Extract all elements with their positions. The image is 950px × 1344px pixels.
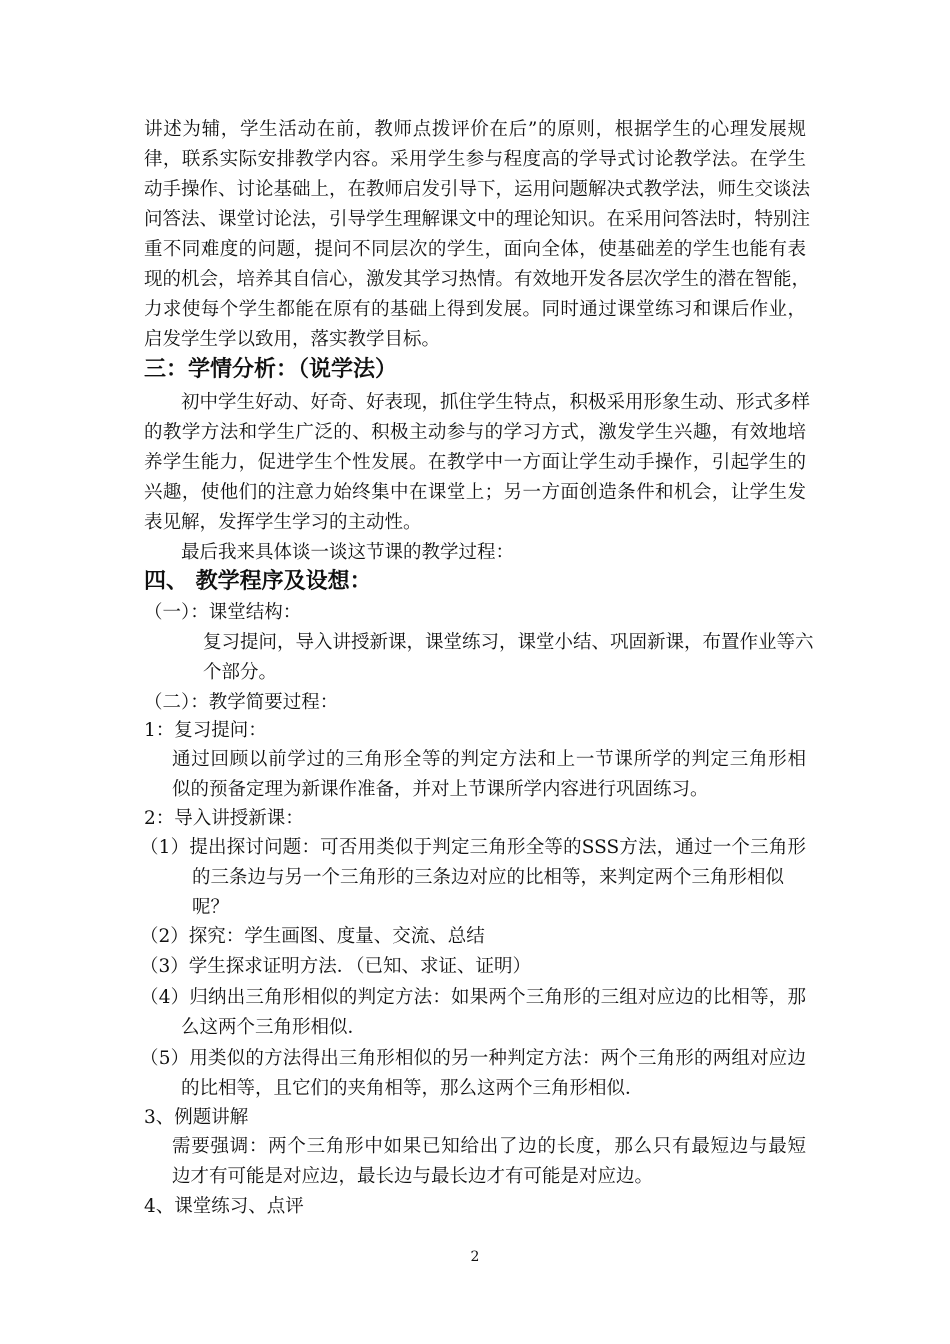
list-item: （2）探究：学生画图、度量、交流、总结 <box>140 926 485 947</box>
list-item-continuation: 的比相等，且它们的夹角相等，那么这两个三角形相似． <box>181 1078 644 1099</box>
list-item-continuation: 么这两个三角形相似． <box>181 1017 367 1038</box>
paragraph-line: 讲述为辅，学生活动在前，教师点拨评价在后”的原则，根据学生的心理发展规 <box>144 119 806 140</box>
list-heading: 2：导入讲授新课： <box>144 808 304 829</box>
subsection-heading: （一）：课堂结构： <box>144 602 302 623</box>
paragraph-line: 似的预备定理为新课作准备，并对上节课所学内容进行巩固练习。 <box>172 779 709 800</box>
paragraph-line: 启发学生学以致用，落实教学目标。 <box>144 329 441 350</box>
paragraph-line: 动手操作、讨论基础上，在教师启发引导下，运用问题解决式教学法，师生交谈法 <box>144 179 811 200</box>
paragraph-line: 力求使每个学生都能在原有的基础上得到发展。同时通过课堂练习和课后作业， <box>144 299 806 320</box>
list-item: （4）归纳出三角形相似的判定方法：如果两个三角形的三组对应边的比相等，那 <box>140 987 806 1008</box>
paragraph-line: 个部分。 <box>203 662 278 683</box>
paragraph-line: 的教学方法和学生广泛的、积极主动参与的学习方式，激发学生兴趣，有效地培 <box>144 422 806 443</box>
subsection-heading: （二）：教学简要过程： <box>144 692 339 713</box>
list-item: （3）学生探求证明方法．（已知、求证、证明） <box>140 956 532 977</box>
paragraph-line: 兴趣，使他们的注意力始终集中在课堂上；另一方面创造条件和机会，让学生发 <box>144 482 806 503</box>
paragraph-line: 初中学生好动、好奇、好表现，抓住学生特点，积极采用形象生动、形式多样 <box>181 392 811 413</box>
section-heading: 四、 教学程序及设想： <box>144 569 372 594</box>
list-item: （5）用类似的方法得出三角形相似的另一种判定方法：两个三角形的两组对应边 <box>140 1048 806 1069</box>
list-item: （1）提出探讨问题：可否用类似于判定三角形全等的SSS方法，通过一个三角形 <box>140 837 806 858</box>
paragraph-line: 需要强调：两个三角形中如果已知给出了边的长度，那么只有最短边与最短 <box>172 1136 806 1157</box>
paragraph-line: 边才有可能是对应边，最长边与最长边才有可能是对应边。 <box>172 1166 654 1187</box>
paragraph-line: 问答法、课堂讨论法，引导学生理解课文中的理论知识。在采用问答法时，特别注 <box>144 209 811 230</box>
list-heading: 4、课堂练习、点评 <box>144 1196 304 1217</box>
paragraph-line: 通过回顾以前学过的三角形全等的判定方法和上一节课所学的判定三角形相 <box>172 749 806 770</box>
paragraph-line: 复习提问，导入讲授新课，课堂练习，课堂小结、巩固新课，布置作业等六 <box>203 632 814 653</box>
paragraph-line: 重不同难度的问题，提问不同层次的学生，面向全体，使基础差的学生也能有表 <box>144 239 806 260</box>
paragraph-line: 现的机会，培养其自信心，激发其学习热情。有效地开发各层次学生的潜在智能， <box>144 269 811 290</box>
section-heading: 三：学情分析：（说学法） <box>144 357 398 382</box>
paragraph-line: 律，联系实际安排教学内容。采用学生参与程度高的学导式讨论教学法。在学生 <box>144 149 806 170</box>
list-item-continuation: 的三条边与另一个三角形的三条边对应的比相等，来判定两个三角形相似 <box>192 867 785 888</box>
paragraph-line: 养学生能力，促进学生个性发展。在教学中一方面让学生动手操作，引起学生的 <box>144 452 806 473</box>
list-heading: 3、例题讲解 <box>144 1107 249 1128</box>
paragraph-line: 表见解，发挥学生学习的主动性。 <box>144 512 422 533</box>
list-item-continuation: 呢？ <box>192 897 230 918</box>
list-heading: 1：复习提问： <box>144 720 267 741</box>
page-number: 2 <box>470 1249 480 1265</box>
paragraph-line: 最后我来具体谈一谈这节课的教学过程： <box>181 542 515 563</box>
